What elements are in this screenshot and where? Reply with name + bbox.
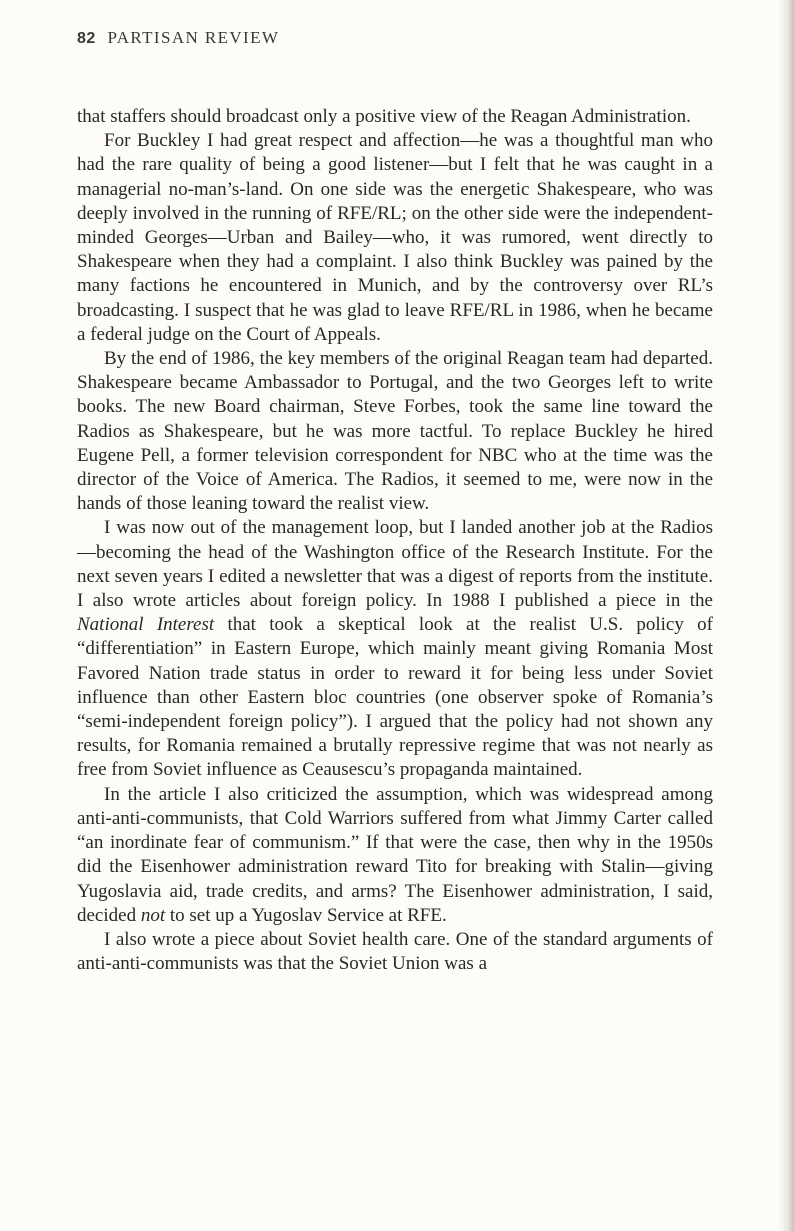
paragraph-5-text-b: to set up a Yugoslav Service at RFE. <box>165 904 447 926</box>
paragraph-3-text: By the end of 1986, the key members of the original Reagan team had departed. Shakespeare became Ambassador to Portugal, and the two Georges left to write books. The new Board chairman, Steve Forbes, took the same line toward the Radios as Shakespeare, but he was more tactful. To replace Buckley he hired Eugene Pell, a former television correspondent for NBC who at the time was the director of the Voice of America. The Radios, it seemed to me, were now in the hands of those leaning toward the realist view. <box>77 348 713 515</box>
page-number: 82 <box>77 30 96 47</box>
paragraph-3 <box>77 347 713 516</box>
body-text <box>77 105 713 976</box>
paragraph-6-text: I also wrote a piece about Soviet health care. One of the standard arguments of anti-anti-communists was that the Soviet Union was a <box>77 928 713 975</box>
running-head <box>77 28 279 48</box>
paragraph-1 <box>77 105 713 129</box>
paragraph-4-text-a: I was now out of the management loop, but I landed another job at the Radios—becoming the head of the Washington office of the Research Institute. For the next seven years I edited a newsletter that was a digest of reports from the institute. I also wrote articles about foreign policy. In 1988 I published a piece in the <box>77 517 713 612</box>
paragraph-5 <box>77 783 713 928</box>
paragraph-4 <box>77 516 713 782</box>
page-edge-shadow <box>778 0 794 1231</box>
journal-title: PARTISAN REVIEW <box>107 28 280 47</box>
emphasis-not: not <box>140 904 166 926</box>
paragraph-4-text-b: that took a skeptical look at the realist U.S. policy of “differentiation” in Eastern Europe, which mainly meant giving Romania Most Favored Nation trade status in order to reward it for being less under Soviet influence than other Eastern bloc countries (one observer spoke of Romania’s “semi-independent foreign policy”). I argued that the policy had not shown any results, for Romania remained a brutally repressive regime that was not nearly as free from Soviet influence as Ceausescu’s propaganda maintained. <box>77 614 714 781</box>
publication-title-national-interest: National Interest <box>77 614 215 636</box>
paragraph-1-text: that staffers should broadcast only a positive view of the Reagan Administration. <box>77 106 691 127</box>
paragraph-2 <box>77 129 713 347</box>
paragraph-6 <box>77 928 713 976</box>
paragraph-2-text: For Buckley I had great respect and affection—he was a thoughtful man who had the rare quality of being a good listener—but I felt that he was caught in a managerial no-man’s-land. On one side was the energetic Shakespeare, who was deeply involved in the running of RFE/RL; on the other side were the independent-minded Georges—Urban and Bailey—who, it was rumored, went directly to Shakespeare when they had a complaint. I also think Buckley was pained by the many factions he encountered in Munich, and by the controversy over RL’s broadcasting. I suspect that he was glad to leave RFE/RL in 1986, when he became a federal judge on the Court of Appeals. <box>77 130 713 345</box>
paragraph-5-text-a: In the article I also criticized the assumption, which was widespread among anti-anti-communists, that Cold Warriors suffered from what Jimmy Carter called “an inordinate fear of communism.” If that were the case, then why in the 1950s did the Eisenhower administration reward Tito for breaking with Stalin—giving Yugoslavia aid, trade credits, and arms? The Eisenhower administration, I said, decided <box>77 783 713 926</box>
